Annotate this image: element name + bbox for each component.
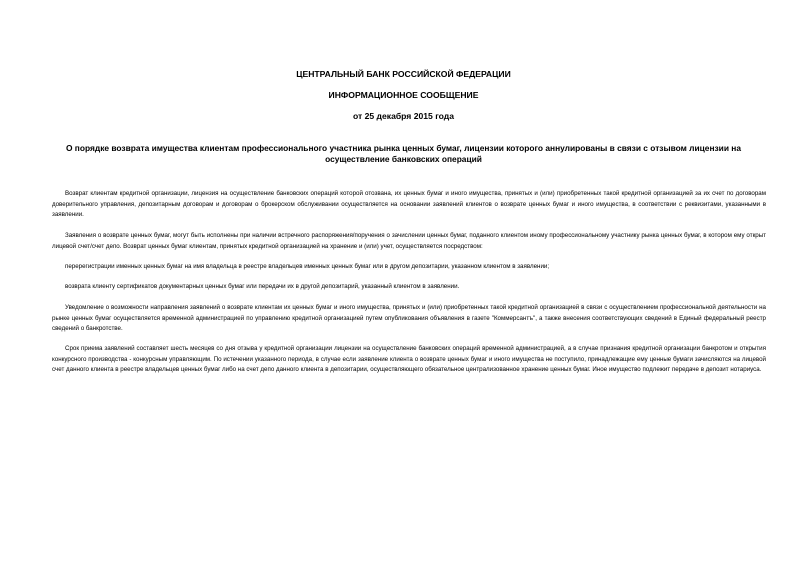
paragraph-5: Уведомление о возможности направления заявлений о возврате клиентам их ценных бумаг и иного имущества, принятых и (или) приобретенных такой кредитной организацией в связи с осуществлением профессиональной деятельности на рынке ценных бумаг осуществляется временной администрацией по управлению кредитной организацией путем опубликования объявления в газете "Коммерсантъ", а также внесения соответствующих сведений в Единый федеральный реестр сведений о банкротстве.: [52, 304, 766, 332]
document-date: от 25 декабря 2015 года: [352, 111, 455, 121]
document-type-heading: ИНФОРМАЦИОННОЕ СООБЩЕНИЕ: [328, 90, 479, 100]
paragraph-3: перерегистрации именных ценных бумаг на имя владельца в реестре владельцев именных ценных бумаг или в другом депозитарии, указанном клиентом в заявлении;: [65, 263, 550, 271]
paragraph-1: Возврат клиентам кредитной организации, лицензия на осуществление банковских операций которой отозвана, их ценных бумаг и иного имущества, принятых и (или) приобретенных такой кредитной организацией за их счет по договорам доверительного управления, депозитарным договорам и договорам о брокерском обслуживании осуществляется на основании заявлений клиентов о возврате ценных бумаг и иного имущества, в соответствии с реквизитами, указанными в заявлении.: [52, 190, 766, 218]
paragraph-4: возврата клиенту сертификатов документарных ценных бумаг или передачи их в другой депозитарий, указанный клиентом в заявлении.: [65, 283, 460, 291]
document-title: О порядке возврата имущества клиентам профессионального участника рынка ценных бумаг, лицензии которого аннулированы в связи с отзывом лицензии на осуществление банковских операций: [65, 143, 742, 164]
paragraph-6: Срок приема заявлений составляет шесть месяцев со дня отзыва у кредитной организации лицензии на осуществление банковских операций временной администрацией, а в случае признания кредитной организации банкротом и открытия конкурсного производства - конкурсным управляющим. По истечении указанного периода, в случае если заявление клиента о возврате ценных бумаг и иного имущества не поступило, принадлежащие ему ценные бумаги зачисляются на лицевой счет данного клиента в реестре владельцев ценных бумаг либо на счет депо данного клиента в депозитарии, осуществляющего обязательное централизованное хранение ценных бумаг. Иное имущество подлежит передаче в депозит нотариуса.: [52, 345, 766, 373]
paragraph-2: Заявления о возврате ценных бумаг, могут быть исполнены при наличии встречного распоряжения/поручения о зачислении ценных бумаг, поданного клиентом иному профессиональному участнику рынка ценных бумаг, в котором ему открыт лицевой счет/счет депо. Возврат ценных бумаг клиентам, принятых кредитной организацией на хранение и (или) учет, осуществляется посредством:: [52, 232, 766, 250]
issuer-heading: ЦЕНТРАЛЬНЫЙ БАНК РОССИЙСКОЙ ФЕДЕРАЦИИ: [296, 69, 511, 79]
